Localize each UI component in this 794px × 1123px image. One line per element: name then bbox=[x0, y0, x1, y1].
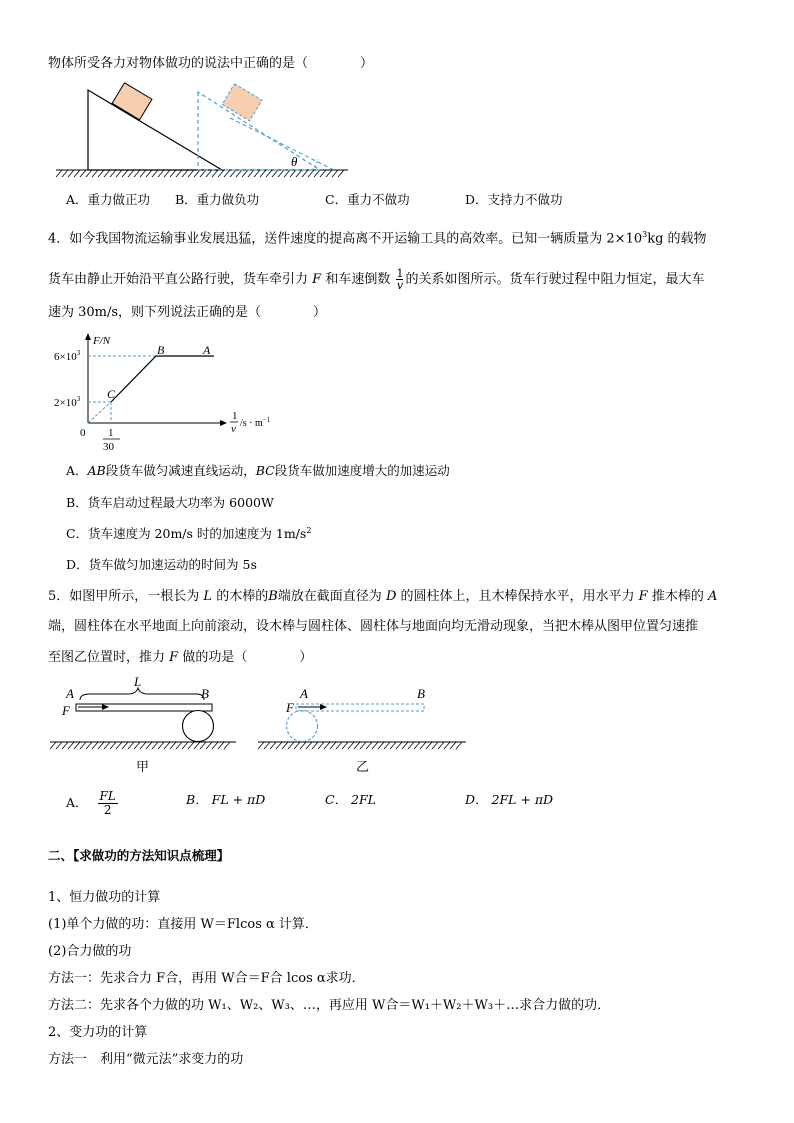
q4-x-tick-num: 1 bbox=[108, 427, 114, 439]
svg-text:B: B bbox=[201, 686, 209, 701]
q4-option-b: B．货车启动过程最大功率为 6000W bbox=[66, 495, 274, 510]
section2-item1-1: (1)单个力做的功：直接用 W＝Flcos α 计算． bbox=[48, 917, 318, 932]
q3-stem: 物体所受各力对物体做功的说法中正确的是（ ） bbox=[48, 56, 374, 71]
q3-theta-label: θ bbox=[291, 154, 298, 169]
section2-item2: 2、变力功的计算 bbox=[48, 1025, 148, 1040]
q3-option-c: C．重力不做功 bbox=[325, 192, 410, 207]
svg-text:A: A bbox=[66, 686, 74, 701]
q5-option-b: B． FL + πD bbox=[186, 792, 266, 807]
q4-option-a: A．AB段货车做匀减速直线运动，BC段货车做加速度增大的加速运动 bbox=[66, 463, 450, 478]
q5-cylinder-yi bbox=[287, 711, 318, 742]
svg-text:F: F bbox=[286, 700, 294, 715]
section2-method3: 方法一 利用“微元法”求变力的功 bbox=[48, 1052, 244, 1067]
q4-line2: 货车由静止开始沿平直公路行驶，货车牵引力 F 和车速倒数 $\frac{1}{v}$ 的关系如图所示。货车行驶过程中阻力恒定，最大车 bbox=[48, 267, 705, 292]
q4-point-a: A bbox=[203, 343, 211, 357]
q4-y-tick-high: $6\times 10^3$ bbox=[54, 349, 81, 363]
q4-line3: 速为 30m/s，则下列说法正确的是（ ） bbox=[48, 305, 327, 320]
q5-label-yi: 乙 bbox=[356, 759, 370, 774]
svg-text:F: F bbox=[62, 703, 70, 718]
q4-line1: 4．如今我国物流运输事业发展迅猛，送件速度的提高离不开运输工具的高效率。已知一辆质量为 $2\times 10^3kg$ 的载物 bbox=[48, 230, 707, 247]
q5-line2: 端，圆柱体在水平地面上向前滚动，设木棒与圆柱体、圆柱体与地面向均无滑动现象，当把木棒从图甲位置匀速推 bbox=[48, 619, 699, 634]
q5-option-a: A． $\frac{FL}{2}$ bbox=[66, 789, 116, 817]
q4-x-axis-unit: $/s \cdot m^{-1}$ bbox=[240, 416, 271, 429]
q3-option-a: A．重力做正功 bbox=[66, 192, 151, 207]
q4-origin: 0 bbox=[80, 427, 86, 439]
svg-text:A: A bbox=[300, 686, 308, 701]
q5-cylinder-jia bbox=[183, 711, 214, 742]
q5-option-c: C． 2FL bbox=[325, 792, 376, 807]
q4-point-b: B bbox=[157, 343, 165, 357]
section2-heading: 二、【求做功的方法知识点梳理】 bbox=[48, 848, 230, 863]
q3-option-b: B．重力做负功 bbox=[175, 192, 260, 207]
section2-item1: 1、恒力做功的计算 bbox=[48, 890, 161, 905]
q5-figure-yi bbox=[258, 686, 466, 774]
q4-y-axis-label: F/N bbox=[93, 335, 111, 347]
q4-x-tick-den: 30 bbox=[103, 441, 114, 453]
section2-item1-2: (2)合力做的功 bbox=[48, 944, 132, 959]
q5-label-jia: 甲 bbox=[136, 759, 150, 774]
q5-line3: 至图乙位置时，推力 F 做的功是（ ） bbox=[48, 650, 313, 665]
q4-option-c: C．货车速度为 20m/s 时的加速度为 $1m/s^2$ bbox=[66, 525, 312, 541]
q3-option-d: D．支持力不做功 bbox=[465, 192, 563, 207]
q5-option-d: D． 2FL + πD bbox=[465, 792, 554, 807]
q4-option-d: D．货车做匀加速运动的时间为 5s bbox=[66, 557, 257, 572]
q4-x-axis-num: 1 bbox=[232, 410, 238, 422]
q5-figure-jia bbox=[50, 674, 236, 774]
svg-text:B: B bbox=[417, 686, 425, 701]
q4-point-c: C bbox=[107, 387, 116, 401]
section2-method2: 方法二：先求各个力做的功 W₁、W₂、W₃、…，再应用 W合＝W₁＋W₂＋W₃＋…求合力做的功． bbox=[48, 998, 611, 1013]
svg-text:L: L bbox=[134, 674, 142, 689]
section2-method1: 方法一：先求合力 F合，再用 W合＝F合 lcos α求功． bbox=[48, 971, 365, 986]
q4-y-tick-low: $2\times 10^3$ bbox=[54, 395, 81, 409]
q5-line1: 5．如图甲所示，一根长为 L 的木棒的B端放在截面直径为 D 的圆柱体上，且木棒保持水平，用水平力 F 推木棒的 A bbox=[48, 589, 718, 604]
q4-x-axis-den: v bbox=[231, 423, 236, 435]
